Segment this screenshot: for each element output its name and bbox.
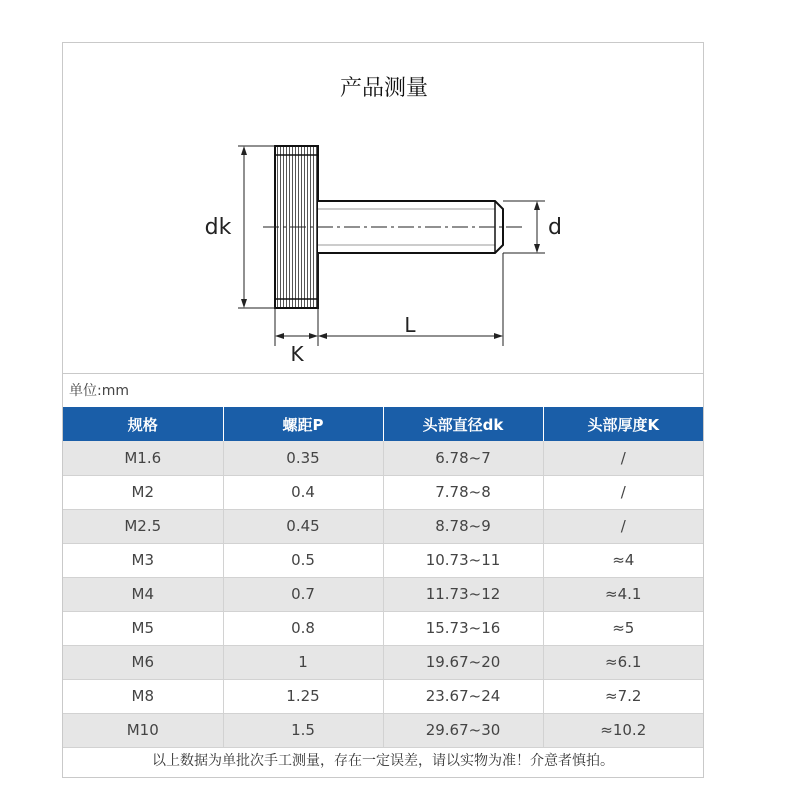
table-row xyxy=(63,441,703,475)
cell-head-diameter: 11.73~12 xyxy=(383,577,543,611)
unit-label: 单位:mm xyxy=(63,373,703,407)
cell-pitch: 0.35 xyxy=(223,441,383,475)
l-label: L xyxy=(404,313,416,337)
cell-spec: M2 xyxy=(63,475,223,509)
cell-pitch: 0.5 xyxy=(223,543,383,577)
header-pitch: 螺距P xyxy=(223,407,383,441)
cell-head-thickness: ≈6.1 xyxy=(543,645,703,679)
cell-head-diameter: 19.67~20 xyxy=(383,645,543,679)
disclaimer-note: 以上数据为单批次手工测量，存在一定误差，请以实物为准！介意者慎拍。 xyxy=(152,753,614,769)
cell-pitch: 0.8 xyxy=(223,611,383,645)
cell-head-thickness: / xyxy=(543,509,703,543)
cell-head-thickness: ≈5 xyxy=(543,611,703,645)
cell-spec: M4 xyxy=(63,577,223,611)
cell-head-thickness: ≈10.2 xyxy=(543,713,703,747)
cell-pitch: 0.4 xyxy=(223,475,383,509)
cell-head-diameter: 23.67~24 xyxy=(383,679,543,713)
cell-spec: M10 xyxy=(63,713,223,747)
cell-head-thickness: ≈4.1 xyxy=(543,577,703,611)
k-label: K xyxy=(290,342,304,366)
cell-head-diameter: 29.67~30 xyxy=(383,713,543,747)
page-title: 产品测量 xyxy=(339,76,428,101)
cell-head-diameter: 10.73~11 xyxy=(383,543,543,577)
cell-pitch: 1.5 xyxy=(223,713,383,747)
cell-spec: M3 xyxy=(63,543,223,577)
cell-head-diameter: 6.78~7 xyxy=(383,441,543,475)
table-row xyxy=(63,645,703,679)
cell-head-thickness: ≈7.2 xyxy=(543,679,703,713)
cell-head-diameter: 15.73~16 xyxy=(383,611,543,645)
table-row xyxy=(63,543,703,577)
table-row xyxy=(63,611,703,645)
cell-spec: M6 xyxy=(63,645,223,679)
cell-pitch: 1.25 xyxy=(223,679,383,713)
header-spec: 规格 xyxy=(63,407,223,441)
screw-dimension-diagram xyxy=(63,43,705,373)
cell-spec: M5 xyxy=(63,611,223,645)
spec-table xyxy=(63,407,703,748)
table-header-row xyxy=(63,407,703,441)
cell-pitch: 1 xyxy=(223,645,383,679)
cell-head-diameter: 7.78~8 xyxy=(383,475,543,509)
product-measurement-panel xyxy=(62,42,704,778)
cell-head-thickness: / xyxy=(543,475,703,509)
cell-spec: M1.6 xyxy=(63,441,223,475)
table-row xyxy=(63,713,703,747)
table-row xyxy=(63,679,703,713)
table-row xyxy=(63,577,703,611)
header-head-diameter: 头部直径dk xyxy=(383,407,543,441)
table-row xyxy=(63,475,703,509)
cell-spec: M8 xyxy=(63,679,223,713)
cell-spec: M2.5 xyxy=(63,509,223,543)
d-label: d xyxy=(548,215,562,240)
cell-pitch: 0.45 xyxy=(223,509,383,543)
table-row xyxy=(63,509,703,543)
cell-head-diameter: 8.78~9 xyxy=(383,509,543,543)
dk-label: dk xyxy=(204,215,232,240)
cell-head-thickness: ≈4 xyxy=(543,543,703,577)
cell-head-thickness: / xyxy=(543,441,703,475)
cell-pitch: 0.7 xyxy=(223,577,383,611)
header-head-thickness: 头部厚度K xyxy=(543,407,703,441)
